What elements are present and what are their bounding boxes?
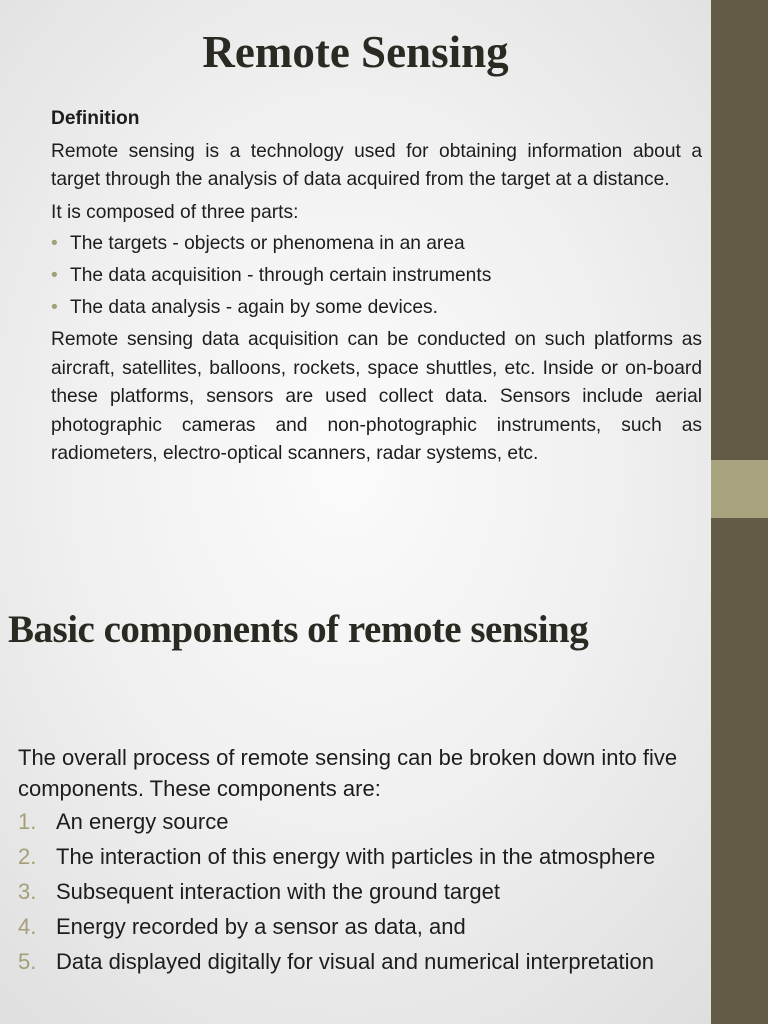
slide-2-body — [18, 742, 698, 981]
list-item — [18, 876, 698, 907]
component-text: Subsequent interaction with the ground target — [56, 879, 500, 904]
component-text: Data displayed digitally for visual and numerical interpretation — [56, 949, 654, 974]
list-item — [18, 946, 698, 977]
side-bar-accent — [711, 460, 768, 518]
list-item — [51, 294, 702, 323]
list-item — [18, 841, 698, 872]
component-text: An energy source — [56, 809, 229, 834]
list-item — [18, 911, 698, 942]
list-number: 4. — [18, 914, 37, 939]
list-number: 3. — [18, 879, 37, 904]
bullet-icon: • — [51, 265, 58, 287]
bullet-icon: • — [51, 297, 58, 319]
bullet-icon: • — [51, 233, 58, 254]
list-item — [51, 262, 702, 291]
slide-1-title: Remote Sensing — [202, 27, 509, 77]
list-item — [18, 806, 698, 837]
list-number: 5. — [18, 949, 37, 974]
list-number: 2. — [18, 844, 37, 869]
slide-1-body — [51, 105, 702, 469]
components-intro: The overall process of remote sensing can be broken down into five components. These components are: — [18, 745, 678, 801]
part-text: The data analysis - again by some devices. — [70, 297, 438, 319]
part-text: The targets - objects or phenomena in an area — [70, 233, 465, 254]
definition-heading: Definition — [51, 108, 140, 129]
parts-intro: It is composed of three parts: — [51, 201, 299, 223]
component-text: Energy recorded by a sensor as data, and — [56, 914, 466, 939]
list-number: 1. — [18, 809, 37, 834]
platforms-paragraph: Remote sensing data acquisition can be conducted on such platforms as aircraft, satellites, balloons, rockets, space shuttles, etc. Inside or on-board these platforms, sensors are used collect data. Sensors include aerial photographic cameras and non-photographic instruments, such as radiometers, electro-optical scanners, radar systems, etc. — [51, 329, 702, 465]
definition-paragraph: Remote sensing is a technology used for obtaining information about a target through the analysis of data acquired from the target at a distance. — [51, 140, 702, 190]
slide-2-title: Basic components of remote sensing — [8, 608, 589, 651]
component-text: The interaction of this energy with particles in the atmosphere — [56, 844, 656, 869]
list-item — [51, 230, 702, 259]
components-list — [18, 806, 698, 977]
part-text: The data acquisition - through certain instruments — [70, 265, 492, 287]
parts-list — [51, 230, 702, 323]
